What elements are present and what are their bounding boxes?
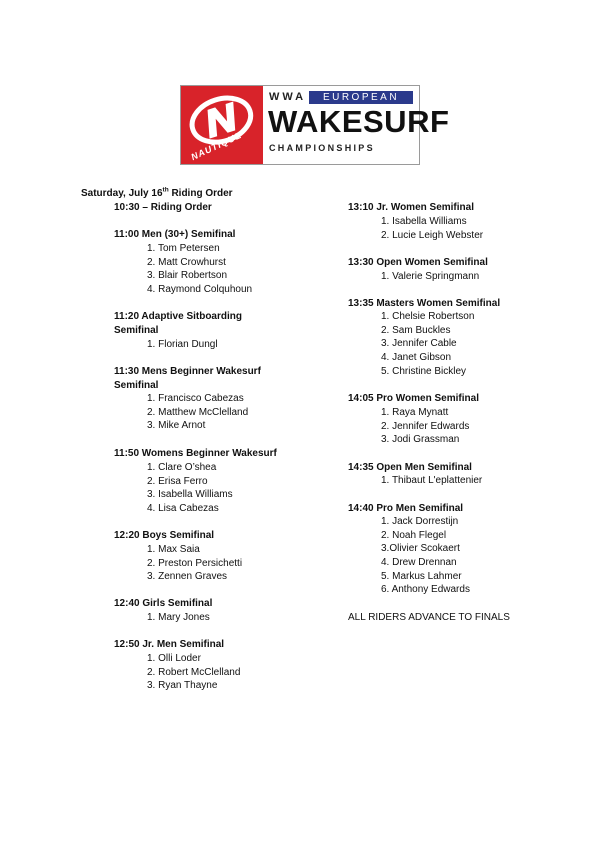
heat-title: 14:40 Pro Men Semifinal (348, 503, 464, 514)
rider-entry: 2. Jennifer Edwards (381, 420, 470, 432)
heat-title: 14:05 Pro Women Semifinal (348, 393, 479, 404)
rider-entry: 1. Florian Dungl (147, 339, 218, 350)
rider-entry: 1. Valerie Springmann (381, 271, 480, 282)
nautique-wordmark: NAUTIQUE (189, 129, 244, 163)
rider-entry: 2. Matt Crowhurst (147, 256, 226, 268)
championship-logo (180, 85, 450, 165)
rider-entry: 4. Raymond Colquhoun (147, 284, 253, 296)
rider-entry: 5. Markus Lahmer (381, 570, 462, 582)
rider-entry: 1. Mary Jones (147, 612, 210, 623)
rider-list (147, 242, 252, 297)
rider-entry: 6. Anthony Edwards (381, 584, 470, 596)
logo-championships: CHAMPIONSHIPS (269, 143, 375, 153)
logo-wordmark (263, 86, 450, 164)
rider-entry: 1. Chelsie Robertson (381, 311, 475, 322)
rider-list (147, 652, 240, 693)
heat-title: 11:20 Adaptive Sitboarding (114, 311, 242, 322)
heat-title: 13:35 Masters Women Semifinal (348, 298, 501, 309)
rider-entry: 1. Thibaut L'eplattenier (381, 475, 483, 486)
heat-title-continued: Semifinal (114, 380, 159, 391)
rider-entry: 3. Ryan Thayne (147, 680, 218, 692)
rider-entry: 3. Mike Arnot (147, 420, 206, 432)
rider-entry: 1. Max Saia (147, 544, 200, 555)
rider-list (381, 215, 483, 242)
nautique-badge (181, 86, 263, 164)
rider-entry: 5. Christine Bickley (381, 365, 467, 377)
rider-list (381, 270, 479, 284)
rider-entry: 1. Isabella Williams (381, 216, 467, 227)
rider-list (381, 406, 469, 447)
rider-list (147, 543, 242, 584)
rider-entry: 2. Lucie Leigh Webster (381, 229, 484, 241)
rider-entry: 4. Drew Drennan (381, 557, 457, 569)
rider-list (147, 611, 210, 625)
heat-title: 12:50 Jr. Men Semifinal (114, 639, 225, 650)
schedule-day-title: Saturday, July 16th Riding Order (81, 186, 233, 199)
rider-entry: 1. Francisco Cabezas (147, 393, 244, 404)
logo-wwa: WWA (269, 91, 307, 103)
rider-entry: 3. Blair Robertson (147, 270, 228, 282)
rider-list (147, 461, 233, 516)
logo-wakesurf: WAKESURF (268, 104, 450, 139)
rider-entry: 1. Raya Mynatt (381, 407, 449, 418)
heat-title: 11:30 Mens Beginner Wakesurf (114, 366, 261, 377)
heat-title: 13:10 Jr. Women Semifinal (348, 202, 474, 213)
rider-entry: 3.Olivier Scokaert (381, 543, 460, 555)
rider-entry: 3. Jodi Grassman (381, 434, 460, 446)
heat-title: 11:00 Men (30+) Semifinal (114, 229, 236, 240)
rider-entry: 4. Janet Gibson (381, 352, 452, 364)
logo-european: EUROPEAN (309, 91, 413, 104)
rider-entry: 1. Jack Dorrestijn (381, 516, 459, 527)
rider-list (147, 338, 218, 352)
rider-entry: 2. Noah Flegel (381, 529, 447, 541)
riding-order-heading: 10:30 – Riding Order (114, 202, 212, 213)
rider-entry: 1. Tom Petersen (147, 243, 220, 254)
rider-entry: 2. Erisa Ferro (147, 475, 208, 487)
rider-entry: 3. Zennen Graves (147, 571, 228, 583)
rider-entry: 2. Matthew McClelland (147, 406, 249, 418)
heat-title: 13:30 Open Women Semifinal (348, 257, 488, 268)
rider-entry: 2. Robert McClelland (147, 666, 241, 678)
rider-entry: 3. Isabella Williams (147, 489, 233, 501)
rider-entry: 2. Sam Buckles (381, 324, 451, 336)
heat-title: 12:40 Girls Semifinal (114, 598, 213, 609)
rider-entry: 2. Preston Persichetti (147, 557, 243, 569)
rider-list (381, 310, 474, 378)
rider-list (381, 515, 470, 597)
heat-title: 12:20 Boys Semifinal (114, 530, 215, 541)
heat-title: 11:50 Womens Beginner Wakesurf (114, 448, 277, 459)
rider-entry: 1. Clare O’shea (147, 462, 217, 473)
heat-title: 14:35 Open Men Semifinal (348, 462, 472, 473)
rider-entry: 1. Olli Loder (147, 653, 201, 664)
rider-list (147, 392, 248, 433)
rider-entry: 4. Lisa Cabezas (147, 503, 219, 515)
heat-title-continued: Semifinal (114, 325, 159, 336)
rider-list (381, 474, 482, 488)
rider-entry: 3. Jennifer Cable (381, 338, 457, 350)
finals-note: ALL RIDERS ADVANCE TO FINALS (348, 612, 510, 623)
